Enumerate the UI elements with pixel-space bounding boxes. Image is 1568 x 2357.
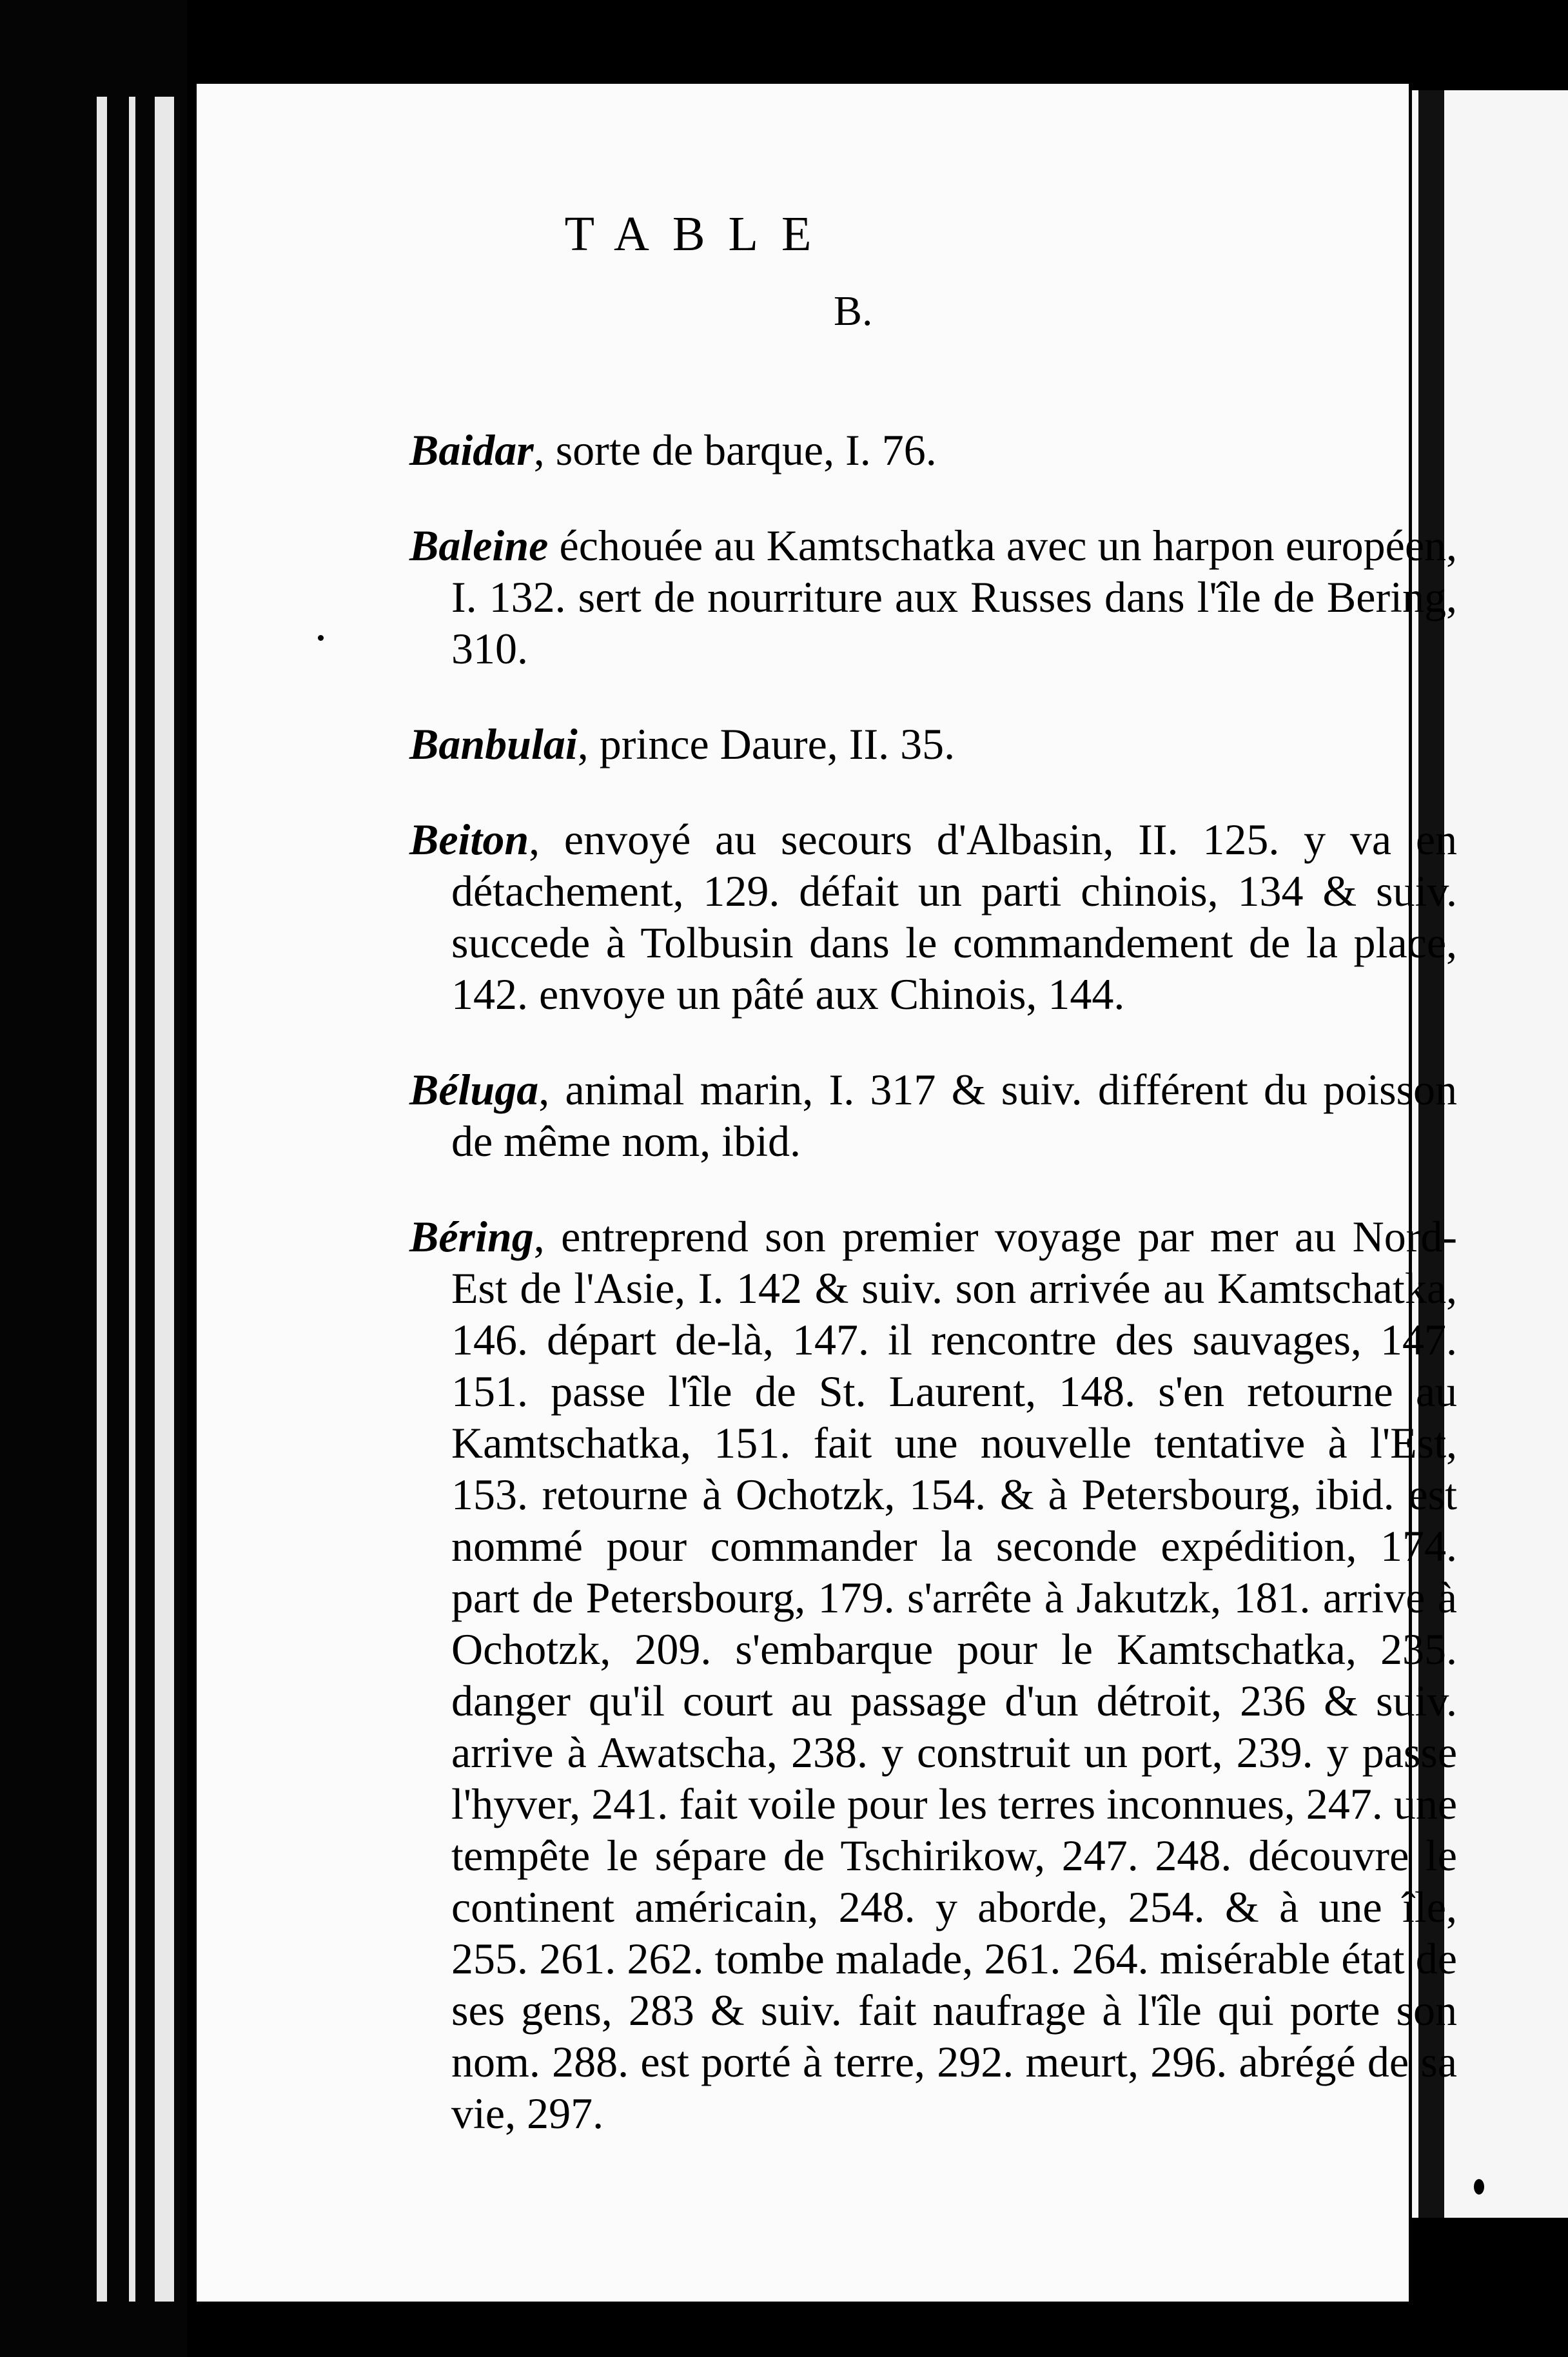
entry-text: animal marin, I. 317 & suiv. différent du poisson de même nom, ibid.: [451, 1065, 1457, 1166]
entry-headword: Béluga: [409, 1065, 539, 1114]
index-entry: Baidar, sorte de barque, I. 76.: [409, 425, 937, 474]
index-page: [197, 84, 1458, 2302]
section-letter: B.: [834, 288, 873, 335]
entry-headword: Baidar: [409, 425, 534, 474]
index-entry: Banbulai, prince Daure, II. 35.: [409, 719, 956, 768]
index-entries: [409, 380, 1457, 2148]
entry-text: prince Daure, II. 35.: [599, 719, 956, 768]
index-entry: Béring, entreprend son premier voyage par mer au Nord-Est de l'Asie, I. 142 & suiv. son arrivée au Kamtschatka, 146. départ de-là, 147. il rencontre des sauvages, 147. 151. passe l'île de St. Laurent, 148. s'en retourne au Kamtschatka, 151. fait une nouvelle tentative à l'Est, 153. retourne à Ochotzk, 154. & à Petersbourg, ibid. est nommé pour commander la seconde expédition, 174. part de Petersbourg, 179. s'arrête à Jakutzk, 181. arrive à Ochotzk, 209. s'embarque pour le Kamtschatka, 235. danger qu'il court au passage d'un détroit, 236 & suiv. arrive à Awatscha, 238. y construit un port, 239. y passe l'hyver, 241. fait voile pour les terres inconnues, 247. une tempête le sépare de Tschirikow, 247. 248. découvre le continent américain, 248. y aborde, 254. & à une île, 255. 261. 262. tombe malade, 261. 264. misérable état de ses gens, 283 & suiv. fait naufrage à l'île qui porte son nom. 288. est porté à terre, 292. meurt, 296. abrégé de sa vie, 297.: [409, 1212, 1457, 2138]
entry-text: sorte de barque, I. 76.: [555, 425, 937, 474]
entry-text: envoyé au secours d'Albasin, II. 125. y va en détachement, 129. défait un parti chinois, 134 & suiv. succede à Tolbusin dans le commandement de la place, 142. envoye un pâté aux Chinois, 144.: [451, 815, 1458, 1019]
entry-headword: Béring: [409, 1212, 534, 1261]
binding-edge-line: [97, 97, 107, 2302]
index-entry: [409, 520, 1457, 674]
entry-headword: Banbulai: [409, 719, 578, 768]
entry-headword: Baleine: [409, 521, 549, 570]
entry-text: entreprend son premier voyage par mer au Nord-Est de l'Asie, I. 142 & suiv. son arrivée au Kamtschatka, 146. départ de-là, 147. il rencontre des sauvages, 147. 151. passe l'île de St. Laurent, 148. s'en retourne au Kamtschatka, 151. fait une nouvelle tentative à l'Est, 153. retourne à Ochotzk, 154. & à Petersbourg, ibid. est nommé pour commander la seconde expédition, 174. part de Petersbourg, 179. s'arrête à Jakutzk, 181. arrive à Ochotzk, 209. s'embarque pour le Kamtschatka, 235. danger qu'il court au passage d'un détroit, 236 & suiv. arrive à Awatscha, 238. y construit un port, 239. y passe l'hyver, 241. fait voile pour les terres inconnues, 247. une tempête le sépare de Tschirikow, 247. 248. découvre le continent américain, 248. y aborde, 254. & à une île, 255. 261. 262. tombe malade, 261. 264. misérable état de ses gens, 283 & suiv. fait naufrage à l'île qui porte son nom. 288. est porté à terre, 292. meurt, 296. abrégé de sa vie, 297.: [451, 1212, 1457, 2138]
scan-speck: [318, 635, 324, 641]
index-entry: Beiton, envoyé au secours d'Albasin, II. 125. y va en détachement, 129. défait un parti chinois, 134 & suiv. succede à Tolbusin dans le commandement de la place, 142. envoye un pâté aux Chinois, 144.: [409, 815, 1458, 1019]
index-entry: Béluga, animal marin, I. 317 & suiv. différent du poisson de même nom, ibid.: [409, 1065, 1457, 1166]
binding-edge-line: [155, 97, 174, 2302]
entry-text: échouée au Kamtschatka avec un harpon européen, I. 132. sert de nourriture aux Russes dans l'île de Bering, 310.: [451, 521, 1458, 673]
page-title: TABLE: [564, 207, 835, 261]
scan-speck: [1474, 2179, 1484, 2195]
entry-headword: Beiton: [409, 815, 529, 864]
binding-edge-line: [129, 97, 135, 2302]
